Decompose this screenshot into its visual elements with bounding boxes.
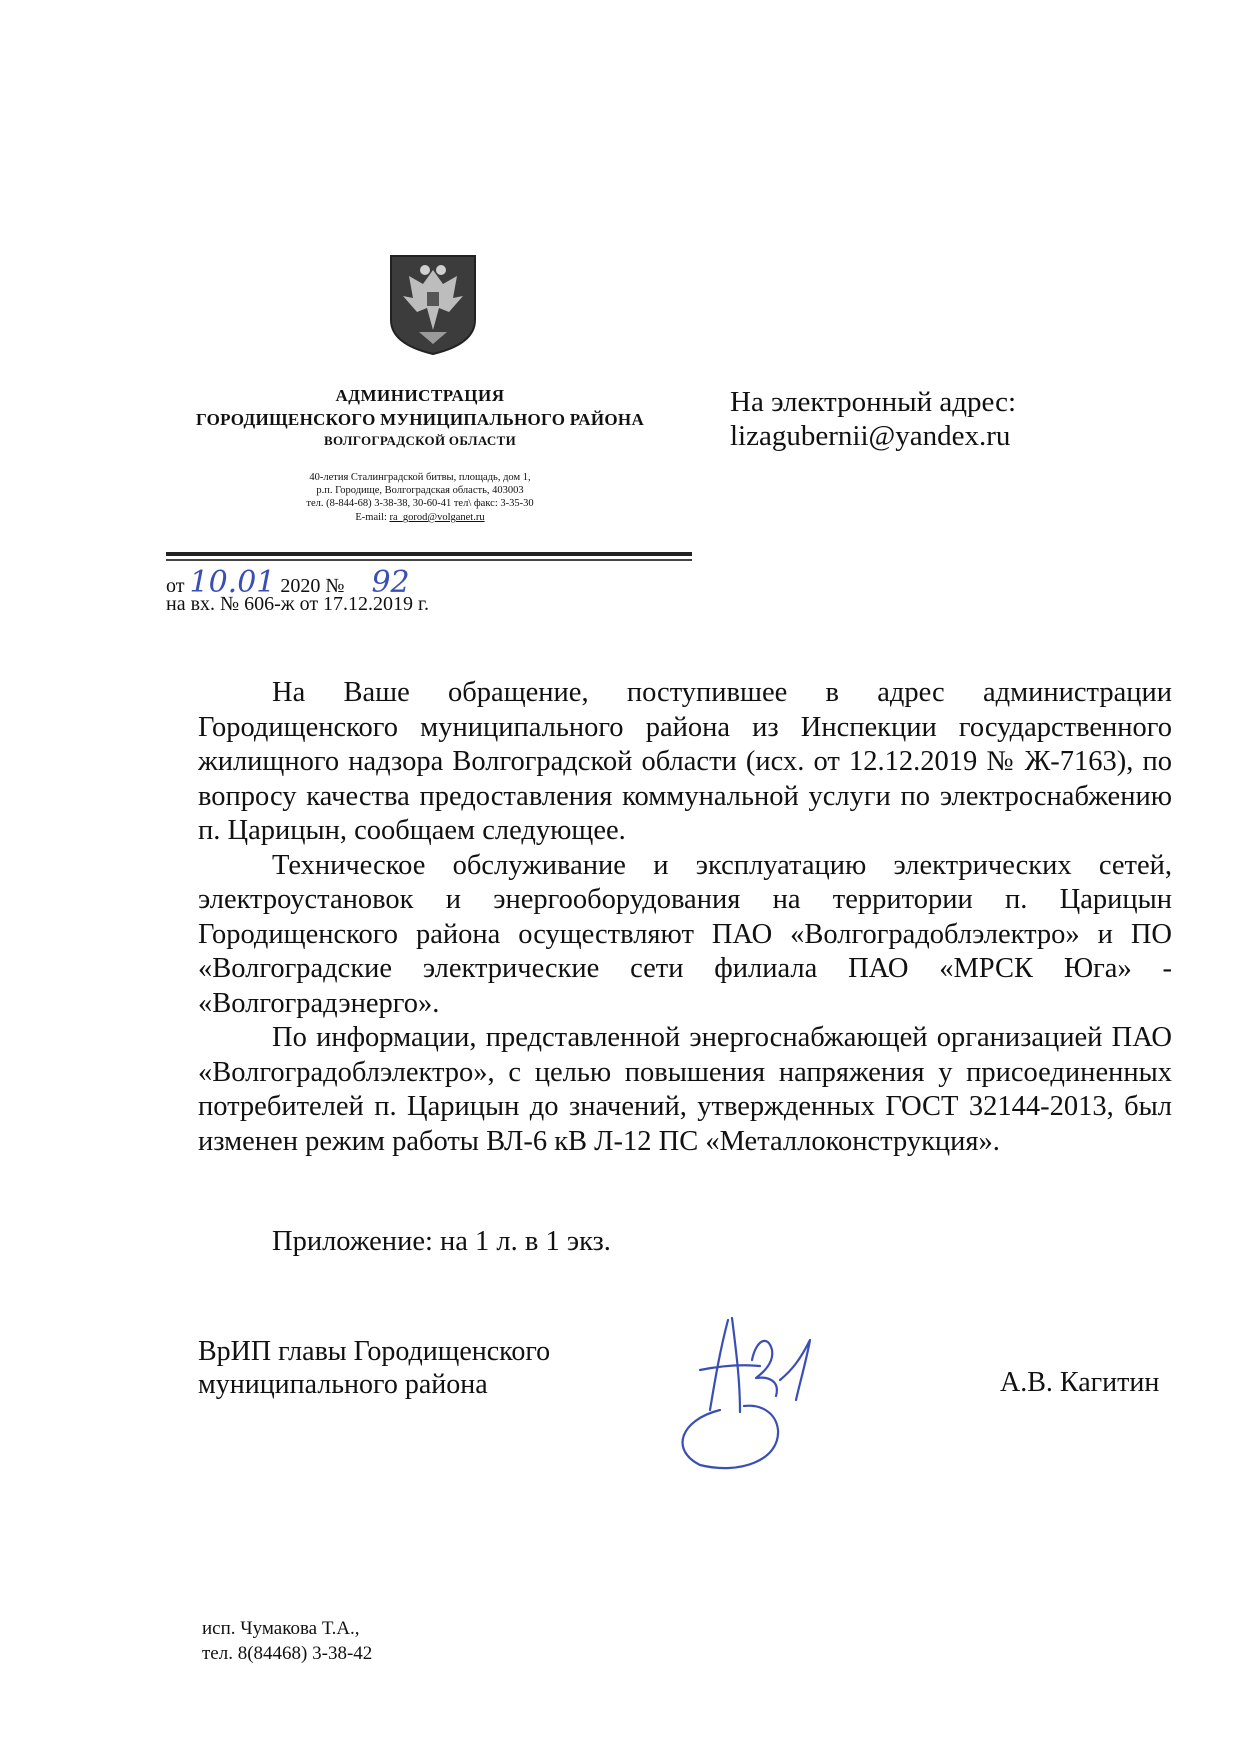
header-rule-thin (166, 559, 692, 561)
handwritten-number: 92 (371, 565, 410, 600)
date-year: 2020 (280, 575, 321, 597)
email-line (220, 511, 620, 524)
handwritten-signature-icon (660, 1300, 860, 1475)
address-line3: тел. (8-844-68) 3-38-38, 30-60-41 тел\ факс: 3-35-30 (306, 498, 534, 509)
coat-of-arms-icon (389, 254, 477, 356)
handwritten-date: 10.01 (189, 565, 276, 600)
recipient-label: На электронный адрес: (730, 386, 1017, 418)
org-name-line3: ВОЛГОГРАДСКОЙ ОБЛАСТИ (323, 433, 516, 448)
address-line2: р.п. Городище, Волгоградская область, 403003 (316, 485, 524, 496)
incoming-reference: на вх. № 606-ж от 17.12.2019 г. (166, 593, 430, 615)
recipient-email: lizagubernii@yandex.ru (730, 420, 1011, 452)
body-paragraph-2: Техническое обслуживание и эксплуатацию электрических сетей, электроустановок и энергооборудования на территории п. Царицын Городищенского района осуществляют ПАО «Волгоградоблэлектро» и ПО «Волгоградские электрические сети филиала ПАО «МРСК Юга» - «Волгоградэнерго». (198, 849, 1172, 1019)
date-prefix: от (166, 575, 185, 597)
address-line1: 40-летия Сталинградской битвы, площадь, дом 1, (309, 472, 531, 483)
appendix-note: Приложение: на 1 л. в 1 экз. (272, 1226, 611, 1257)
header-rule-thick (166, 552, 692, 556)
email-label: E-mail: (355, 512, 390, 523)
executor-name: исп. Чумакова Т.А., (202, 1618, 360, 1639)
email-link[interactable]: ra_gorod@volganet.ru (389, 512, 485, 523)
org-name-line1: АДМИНИСТРАЦИЯ (335, 386, 505, 405)
number-sign: № (325, 575, 345, 597)
signer-name: А.В. Кагитин (1000, 1367, 1160, 1398)
signer-position-line1: ВрИП главы Городищенского (198, 1336, 551, 1367)
org-name-line2: ГОРОДИЩЕНСКОГО МУНИЦИПАЛЬНОГО РАЙОНА (195, 410, 645, 429)
signer-position-line2: муниципального района (198, 1369, 488, 1400)
body-paragraph-1: На Ваше обращение, поступившее в адрес администрации Городищенского муниципального района из Инспекции государственного жилищного надзора Волгоградской области (исх. от 12.12.2019 № Ж-7163), по вопросу качества предоставления коммунальной услуги по электроснабжению п. Царицын, сообщаем следующее. (198, 677, 1172, 846)
letter-body (198, 676, 1172, 1159)
executor-phone: тел. 8(84468) 3-38-42 (202, 1643, 373, 1664)
body-paragraph-3: По информации, представленной энергоснабжающей организацией ПАО «Волгоградоблэлектро», с целью повышения напряжения у присоединенных потребителей п. Царицын до значений, утвержденных ГОСТ 32144-2013, был изменен режим работы ВЛ-6 кВ Л-12 ПС «Металлоконструкция». (198, 1022, 1172, 1157)
